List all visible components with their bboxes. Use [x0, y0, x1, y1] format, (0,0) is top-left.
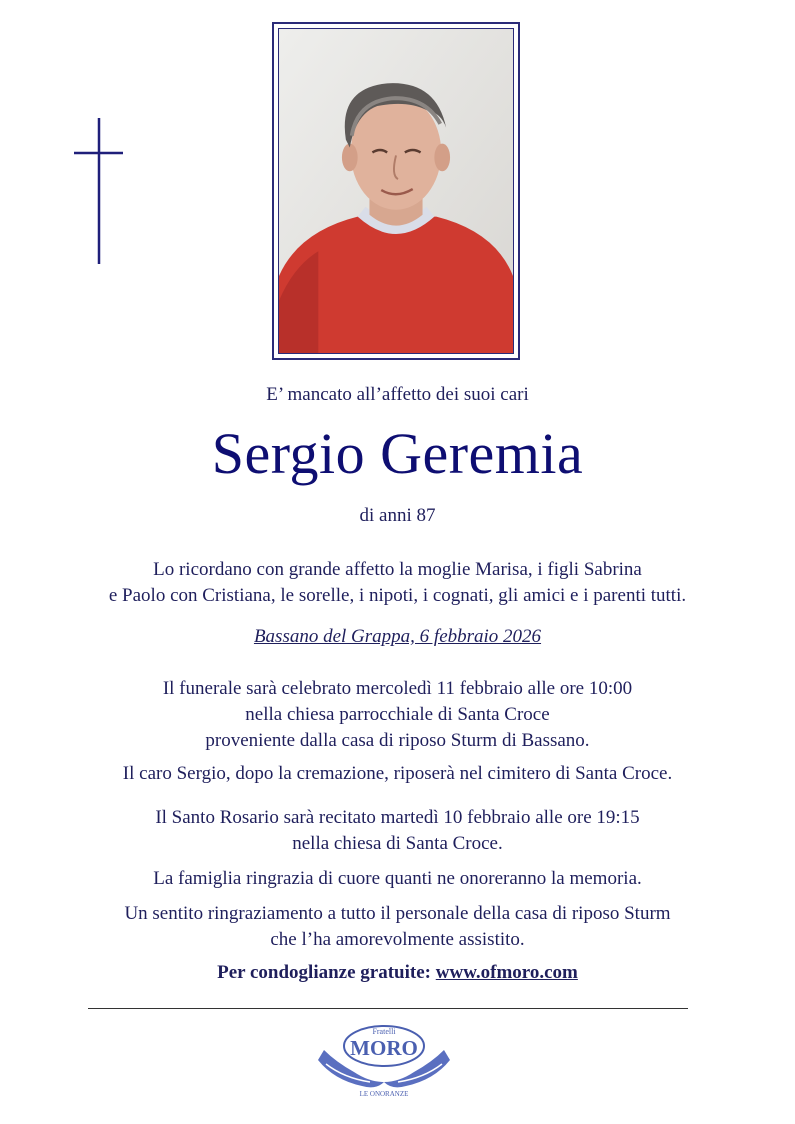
- logo-main-text: MORO: [350, 1036, 418, 1060]
- hands-logo-icon: [314, 1020, 454, 1100]
- place-date-text: Bassano del Grappa, 6 febbraio 2026: [253, 626, 542, 647]
- divider: [88, 1008, 688, 1009]
- family-thanks-text: La famiglia ringrazia di cuore quanti ne onoreranno la memoria.: [153, 868, 642, 889]
- condolences-line: [0, 962, 795, 984]
- staff-thanks-line: Un sentito ringraziamento a tutto il personale della casa di riposo Sturm: [124, 903, 671, 924]
- mourners-line: e Paolo con Cristiana, le sorelle, i nipoti, i cognati, gli amici e i parenti tutti.: [108, 585, 687, 606]
- funeral-line: Il funerale sarà celebrato mercoledì 11 febbraio alle ore 10:00: [162, 678, 633, 699]
- deceased-name: Sergio Geremia: [211, 421, 584, 486]
- place-date: [0, 626, 795, 648]
- staff-thanks-paragraph: [0, 901, 795, 953]
- cross-icon: [74, 118, 124, 266]
- funeral-line: nella chiesa parrocchiale di Santa Croce: [245, 704, 550, 725]
- burial-text: Il caro Sergio, dopo la cremazione, riposerà nel cimitero di Santa Croce.: [122, 763, 673, 784]
- condolences-label: Per condoglianze gratuite:: [217, 962, 431, 983]
- mourners-line: Lo ricordano con grande affetto la moglie Marisa, i figli Sabrina: [153, 559, 642, 580]
- mourners-paragraph: [0, 557, 795, 609]
- condolences-link[interactable]: www.ofmoro.com: [435, 962, 578, 983]
- logo-top-text: Fratelli: [372, 1027, 396, 1036]
- intro-text: E’ mancato all’affetto dei suoi cari: [266, 384, 529, 405]
- portrait-frame: [272, 22, 520, 360]
- staff-thanks-line: che l’ha amorevolmente assistito.: [270, 929, 525, 950]
- rosary-line: nella chiesa di Santa Croce.: [292, 833, 503, 854]
- funeral-line: proveniente dalla casa di riposo Sturm di Bassano.: [205, 730, 590, 751]
- funeral-paragraph: [0, 676, 795, 754]
- logo-bottom-text: LE ONORANZE: [359, 1090, 409, 1098]
- rosary-paragraph: [0, 805, 795, 857]
- rosary-line: Il Santo Rosario sarà recitato martedì 10 febbraio alle ore 19:15: [155, 807, 640, 828]
- portrait-photo: [278, 28, 514, 354]
- age-text: di anni 87: [359, 505, 436, 526]
